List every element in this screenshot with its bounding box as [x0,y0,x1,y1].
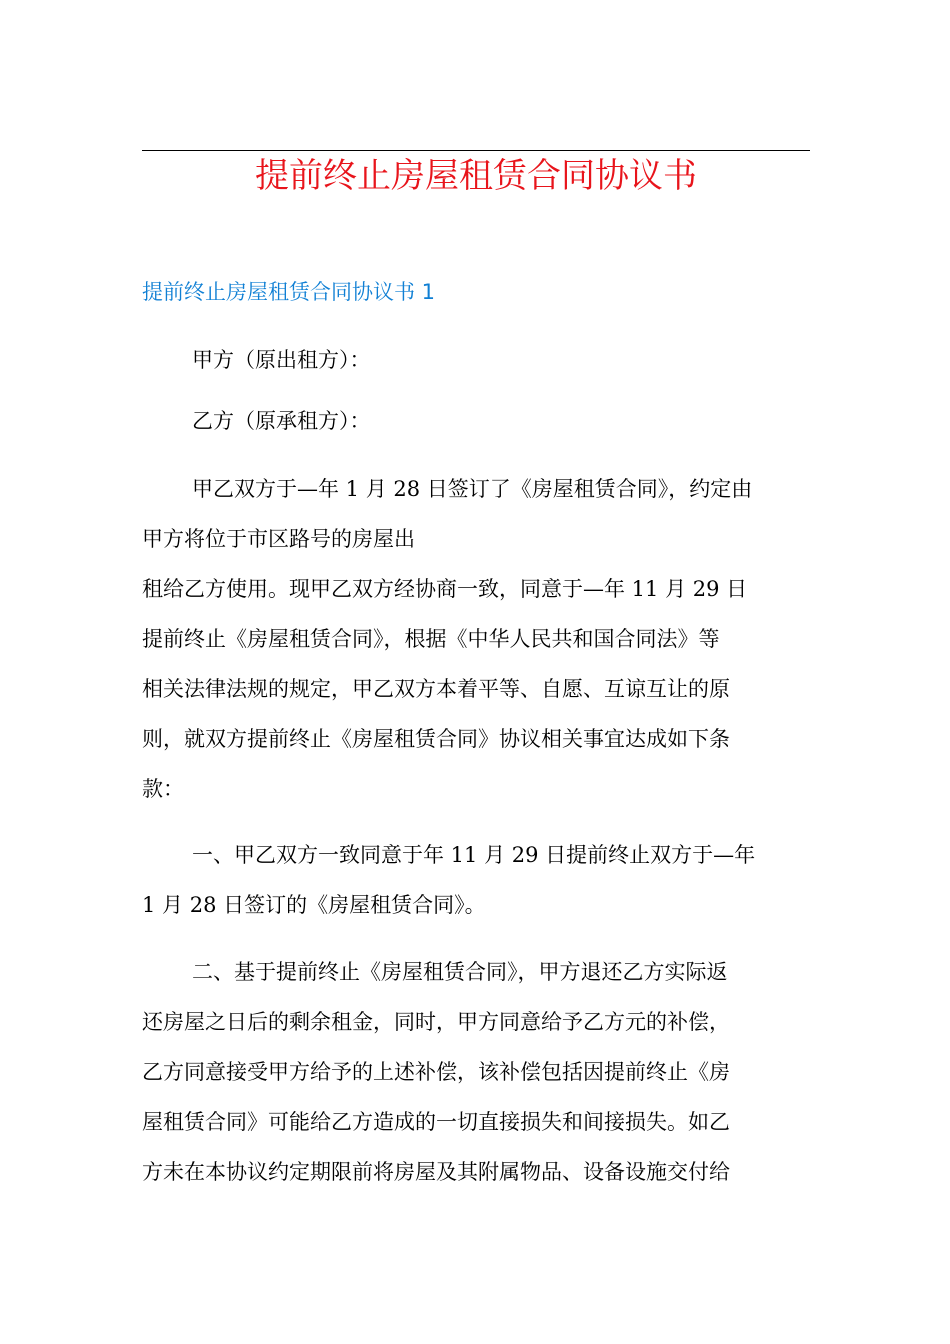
intro-line-7: 款： [142,777,184,801]
clause-2-line-2: 还房屋之日后的剩余租金，同时，甲方同意给予乙方元的补偿， [142,1010,730,1034]
clause-2-line-4: 屋租赁合同》可能给乙方造成的一切直接损失和间接损失。如乙 [142,1110,730,1134]
clause-2-line-3: 乙方同意接受甲方给予的上述补偿，该补偿包括因提前终止《房 [142,1060,730,1084]
intro-line-6: 则，就双方提前终止《房屋租赁合同》协议相关事宜达成如下条 [142,727,730,751]
clause-1-paragraph [142,830,810,930]
header-rule [142,150,810,151]
document-page [142,0,810,1344]
intro-line-2: 甲方将位于市区路号的房屋出 [142,527,415,551]
clause-2-line-1: 二、基于提前终止《房屋租赁合同》，甲方退还乙方实际返 [192,960,728,984]
intro-paragraph [142,464,810,814]
document-title: 提前终止房屋租赁合同协议书 [255,156,697,196]
party-a-line: 甲方（原出租方）： [192,348,371,372]
intro-line-3: 租给乙方使用。现甲乙双方经协商一致，同意于—年 11 月 29 日 [142,577,748,601]
clause-2-paragraph [142,947,810,1197]
section-heading: 提前终止房屋租赁合同协议书 1 [142,280,436,304]
intro-line-1: 甲乙双方于—年 1 月 28 日签订了《房屋租赁合同》，约定由 [192,477,753,501]
party-b-line: 乙方（原承租方）： [192,409,371,433]
clause-2-line-5: 方未在本协议约定期限前将房屋及其附属物品、设备设施交付给 [142,1160,730,1184]
clause-1-line-2: 1 月 28 日签订的《房屋租赁合同》。 [142,893,486,917]
intro-line-5: 相关法律法规的规定，甲乙双方本着平等、自愿、互谅互让的原 [142,677,730,701]
intro-line-4: 提前终止《房屋租赁合同》，根据《中华人民共和国合同法》等 [142,627,720,651]
clause-1-line-1: 一、甲乙双方一致同意于年 11 月 29 日提前终止双方于—年 [192,843,756,867]
